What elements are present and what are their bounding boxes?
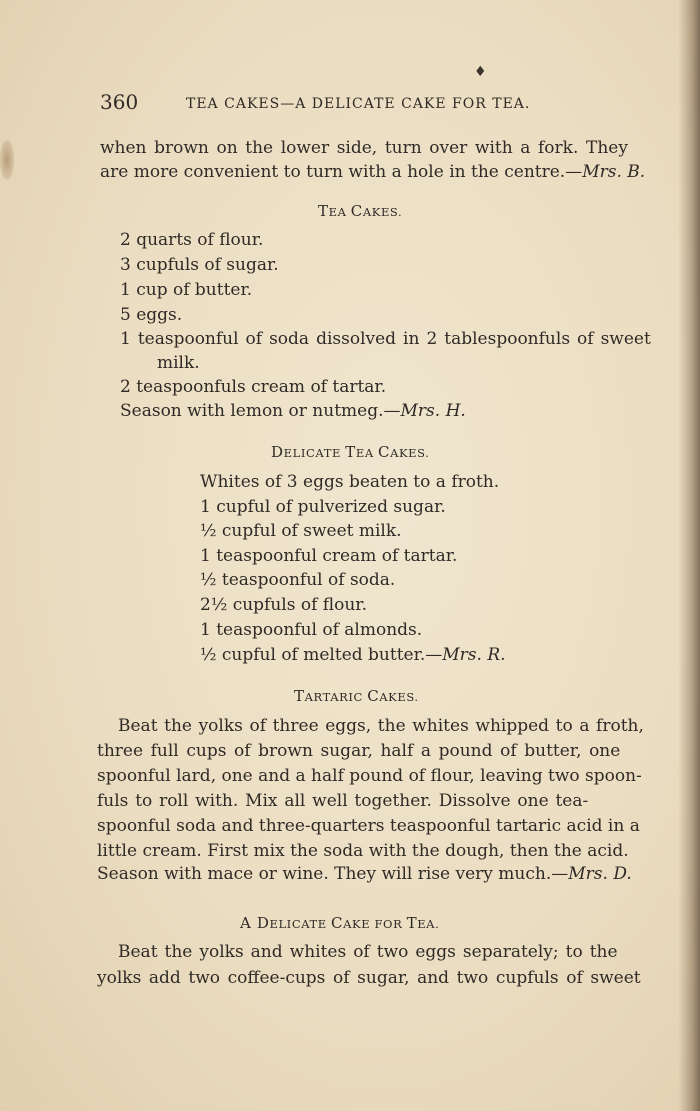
recipe-item: 2½ cupfuls of flour.: [200, 595, 367, 615]
paragraph-line: spoonful soda and three-quarters teaspoonful tartaric acid in a: [97, 816, 640, 836]
section-title-delicate-tea-cakes: DELICATE TEA CAKES.: [271, 443, 430, 461]
paragraph-line: three full cups of brown sugar, half a pound of butter, one: [97, 741, 621, 761]
section-title-tartaric-cakes: TARTARIC CAKES.: [294, 687, 419, 705]
recipe-item: 2 quarts of flour.: [120, 230, 264, 250]
paragraph-line: yolks add two coffee-cups of sugar, and two cupfuls of sweet: [97, 968, 641, 988]
recipe-item-signed: ½ cupful of melted butter.—Mrs. R.: [200, 645, 506, 665]
recipe-item: 1 teaspoonful cream of tartar.: [200, 546, 458, 566]
page-binding-shadow: [678, 0, 700, 1111]
section-title-delicate-cake-for-tea: A DELICATE CAKE FOR TEA.: [240, 914, 440, 932]
recipe-item: 1 cupful of pulverized sugar.: [200, 497, 446, 517]
recipe-item: 3 cupfuls of sugar.: [120, 255, 279, 275]
printer-mark-icon: ♦: [474, 64, 487, 80]
intro-line-1: when brown on the lower side, turn over with a fork. They: [100, 138, 628, 158]
recipe-item-signed: Season with lemon or nutmeg.—Mrs. H.: [120, 401, 466, 421]
paragraph-line-signed: Season with mace or wine. They will rise very much.—Mrs. D.: [97, 864, 632, 884]
recipe-item: ½ cupful of sweet milk.: [200, 521, 402, 541]
paragraph-line: Beat the yolks and whites of two eggs separately; to the: [118, 942, 618, 962]
recipe-item-continued: milk.: [157, 353, 200, 373]
paragraph-line: little cream. First mix the soda with the dough, then the acid.: [97, 841, 629, 861]
paragraph-line: spoonful lard, one and a half pound of flour, leaving two spoon-: [97, 766, 642, 786]
recipe-item: ½ teaspoonful of soda.: [200, 570, 396, 590]
recipe-item: 1 teaspoonful of almonds.: [200, 620, 423, 640]
recipe-item: 1 teaspoonful of soda dissolved in 2 tablespoonfuls of sweet: [120, 329, 651, 349]
running-head: TEA CAKES—A DELICATE CAKE FOR TEA.: [186, 96, 531, 112]
paragraph-line: fuls to roll with. Mix all well together. Dissolve one tea-: [97, 791, 589, 811]
recipe-item: 5 eggs.: [120, 305, 183, 325]
signature: Mrs. B.: [582, 162, 646, 182]
section-title-tea-cakes: TEA CAKES.: [318, 202, 403, 220]
page-stain: [0, 140, 14, 180]
page-number: 360: [100, 90, 139, 114]
recipe-item: 1 cup of butter.: [120, 280, 253, 300]
recipe-item: 2 teaspoonfuls cream of tartar.: [120, 377, 387, 397]
signature: Mrs. D.: [568, 864, 632, 884]
signature: Mrs. H.: [400, 401, 466, 421]
intro-line-2: are more convenient to turn with a hole in the centre.—Mrs. B.: [100, 162, 646, 182]
paragraph-line: Beat the yolks of three eggs, the whites whipped to a froth,: [118, 716, 644, 736]
signature: Mrs. R.: [442, 645, 506, 665]
recipe-item: Whites of 3 eggs beaten to a froth.: [200, 472, 500, 492]
